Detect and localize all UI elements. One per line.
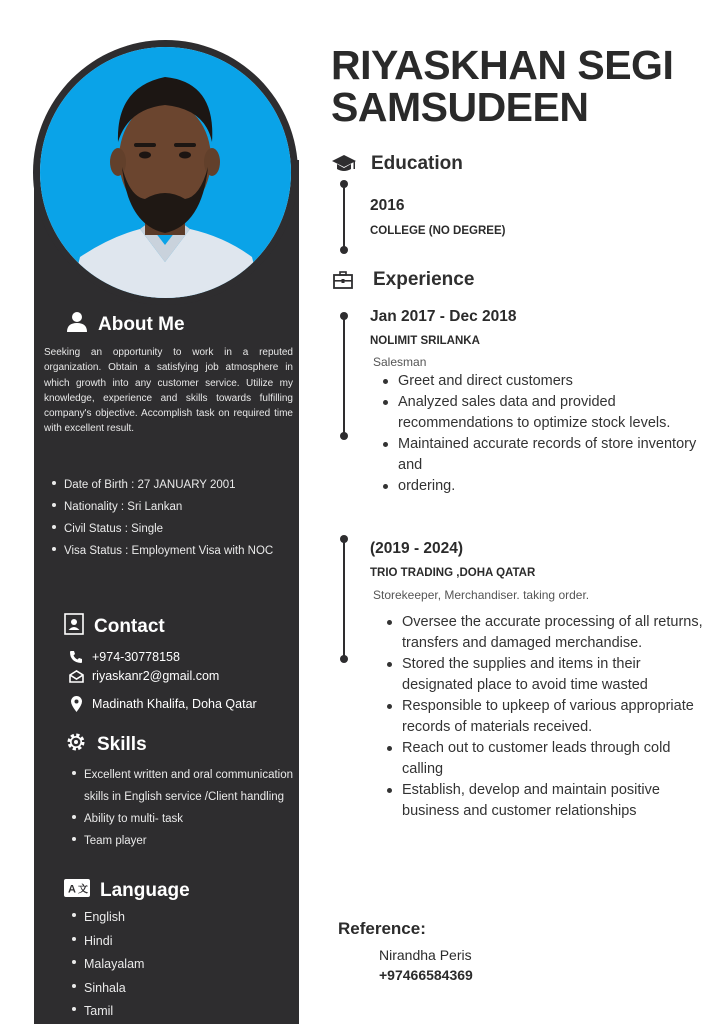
list-item: Team player	[70, 830, 295, 852]
job-company: TRIO TRADING ,DOHA QATAR	[370, 567, 536, 579]
contact-heading-text: Contact	[94, 616, 165, 637]
list-item: English	[70, 906, 270, 930]
list-item: Stored the supplies and items in their designated place to avoid time wasted	[382, 654, 712, 696]
language-heading-text: Language	[100, 880, 190, 901]
timeline-dot	[340, 246, 348, 254]
reference-name: Nirandha Peris	[379, 947, 472, 963]
list-item: Oversee the accurate processing of all returns, transfers and damaged merchandise.	[382, 612, 712, 654]
contact-email	[68, 669, 219, 683]
full-name	[331, 44, 673, 128]
language-list	[70, 906, 270, 1024]
job-role: Storekeeper, Merchandiser. taking order.	[373, 588, 590, 602]
contact-address	[68, 695, 257, 713]
list-item: Hindi	[70, 930, 270, 954]
profile-photo	[40, 47, 291, 298]
job-date: (2019 - 2024)	[370, 540, 464, 557]
list-item: Maintained accurate records of store inventory and	[378, 434, 703, 476]
timeline-line	[343, 316, 345, 438]
reference-phone: +97466584369	[379, 967, 473, 983]
experience-heading-text: Experience	[373, 269, 475, 290]
education-level: COLLEGE (NO DEGREE)	[370, 225, 506, 237]
education-heading-text: Education	[371, 153, 463, 174]
list-item: Establish, develop and maintain positive business and customer relationships	[382, 780, 712, 822]
list-item: ordering.	[378, 476, 703, 497]
contact-phone	[68, 650, 180, 664]
briefcase-icon	[333, 271, 353, 289]
about-text: Seeking an opportunity to work in a reputed organization. Obtain a satisfying job atmosphere in which growth into any customer service. Utilize my knowledge, experience and skills towards fulfilling company's objective. Accomplish task on required time with excellent result.	[44, 347, 293, 435]
job-date: Jan 2017 - Dec 2018	[370, 308, 517, 325]
contact-card-icon	[64, 613, 84, 641]
list-item: Reach out to customer leads through cold calling	[382, 738, 712, 780]
skills-list	[70, 764, 295, 852]
list-item: Nationality : Sri Lankan	[50, 496, 295, 518]
list-item: Visa Status : Employment Visa with NOC	[50, 540, 295, 562]
location-pin-icon	[68, 695, 84, 713]
list-item: Greet and direct customers	[378, 371, 703, 392]
svg-text:A: A	[68, 883, 76, 896]
timeline-line	[343, 184, 345, 250]
skills-heading-text: Skills	[97, 734, 147, 755]
phone-text: +974-30778158	[92, 650, 180, 664]
graduation-cap-icon	[331, 154, 357, 174]
list-item: Analyzed sales data and provided recommendations to optimize stock levels.	[378, 392, 703, 434]
list-item: Ability to multi- task	[70, 808, 295, 830]
list-item: Responsible to upkeep of various appropriate records of materials received.	[382, 696, 712, 738]
experience-heading	[333, 269, 474, 291]
mail-icon	[68, 670, 84, 683]
education-year: 2016	[370, 197, 405, 214]
about-heading-text: About Me	[98, 314, 185, 335]
name-line-1: RIYASKHAN SEGI	[331, 42, 674, 88]
timeline-dot	[340, 655, 348, 663]
about-heading	[66, 311, 185, 339]
timeline-line	[343, 539, 345, 660]
list-item: Date of Birth : 27 JANUARY 2001	[50, 474, 295, 496]
personal-details	[50, 474, 295, 562]
education-heading	[331, 153, 463, 175]
phone-icon	[68, 650, 84, 664]
address-text: Madinath Khalifa, Doha Qatar	[92, 697, 257, 711]
name-line-2: SAMSUDEEN	[331, 84, 589, 130]
translate-icon	[64, 879, 90, 903]
job-duties	[382, 612, 712, 822]
gear-icon	[65, 731, 87, 759]
list-item: Sinhala	[70, 977, 270, 1001]
list-item: Malayalam	[70, 953, 270, 977]
list-item: Civil Status : Single	[50, 518, 295, 540]
job-company: NOLIMIT SRILANKA	[370, 335, 480, 347]
contact-heading	[64, 613, 165, 641]
timeline-dot	[340, 432, 348, 440]
user-icon	[66, 311, 88, 339]
skills-heading	[65, 731, 147, 759]
list-item: Tamil	[70, 1000, 270, 1024]
svg-text:文: 文	[78, 884, 88, 896]
reference-heading: Reference:	[338, 919, 426, 938]
job-role: Salesman	[373, 355, 427, 369]
email-text: riyaskanr2@gmail.com	[92, 669, 220, 683]
job-duties	[378, 371, 703, 497]
language-heading	[64, 879, 190, 903]
list-item: Excellent written and oral communication skills in English service /Client handling	[70, 764, 295, 808]
